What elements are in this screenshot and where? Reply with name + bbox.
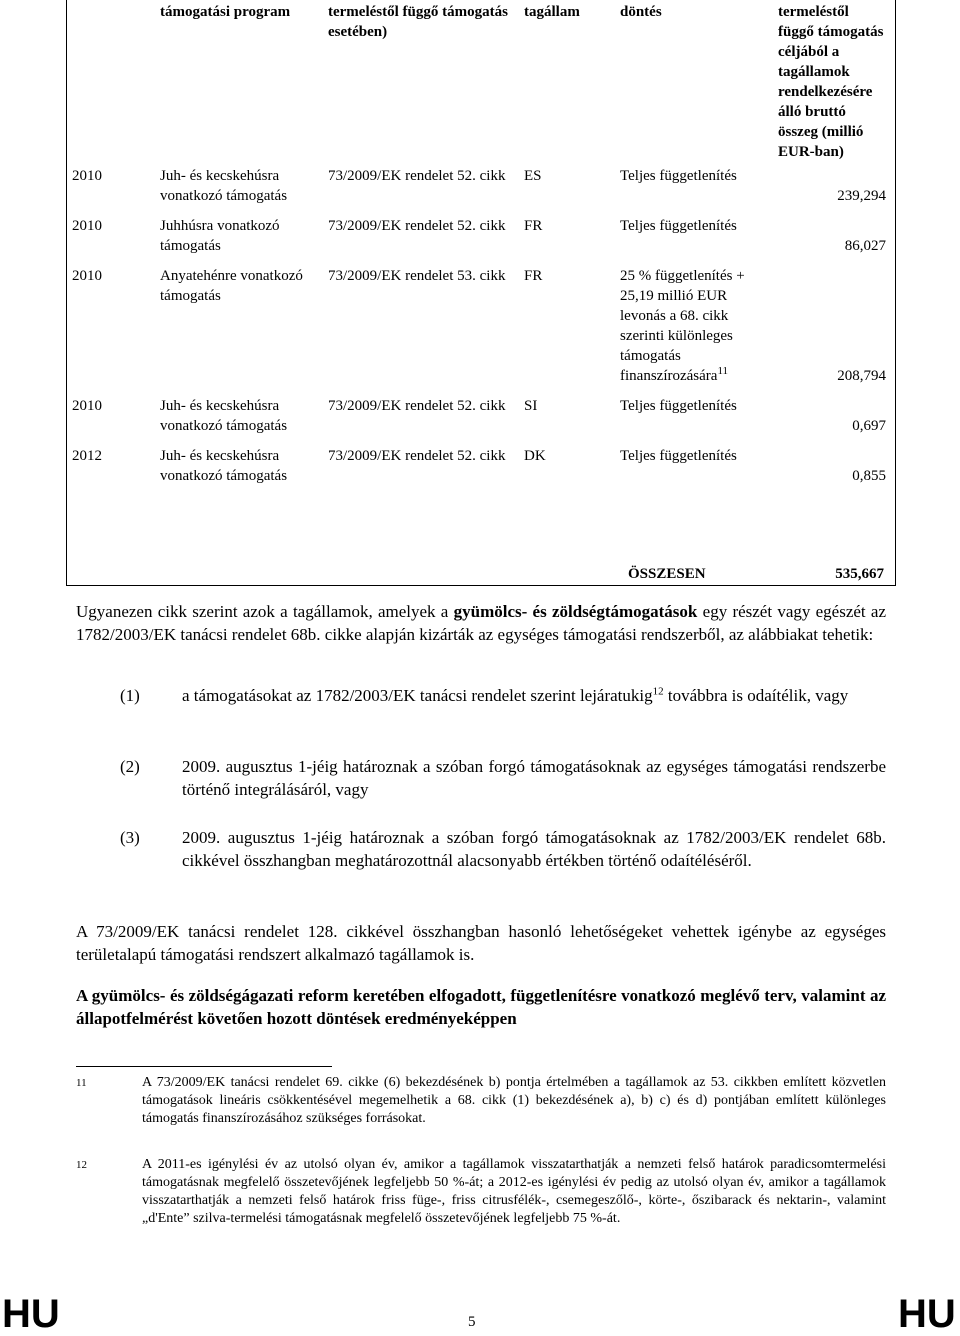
header-amount: termeléstől függő támogatás céljából a tagállamok rendelkezésére álló bruttó összeg (millió EUR-ban) — [778, 4, 884, 160]
footnote-text: A 2011-es igénylési év az utolsó olyan év, amikor a tagállamok visszatarthatják a nemzeti felső határok paradicsomtermelési támogatásnak megfelelő összetevőjének legfeljebb 50 %-át; a 2012-es igénylési év pedig az utolsó olyan év, amikor a tagállamok visszatarthatják a nemzeti felső határok friss füge-, friss citrusfélék-, csemegeszőlő-, körte-, őszibarack és nektarin-, valamint „d'Ente” szilva-termelési támogatásnak megfelelő összetevőjének legfeljebb 75 %-át. — [142, 1157, 886, 1226]
footnote-number: 12 — [76, 1159, 87, 1171]
footnote-text: A 73/2009/EK tanácsi rendelet 69. cikke (6) bekezdésének b) pontja értelmében a tagállamok az 53. cikkben említett közvetlen támogatások lineáris csökkentésével megemelhetik a 68. cikk (1) bekezdésének a), b) c) és d) pontjában említett különleges támogatás finanszírozásához szükséges forrásokat. — [142, 1075, 886, 1126]
section-heading: A gyümölcs- és zöldségágazati reform keretében elfogadott, függetlenítésre vonatkozó meglévő terv, valamint az állapotfelmérést követően hozott döntések eredményeképpen — [76, 986, 886, 1028]
list-number: (1) — [120, 686, 140, 705]
header-program: támogatási program — [160, 4, 291, 20]
cell-year: 2010 — [72, 168, 102, 184]
table-row — [66, 396, 896, 446]
total-label: ÖSSZESEN — [628, 566, 706, 582]
cell-program: Juhhúsra vonatkozó támogatás — [160, 218, 280, 254]
list-text-part2: továbbra is odaítélik, vagy — [663, 686, 849, 705]
list-text: 2009. augusztus 1-jéig határoznak a szóban forgó támogatásoknak az egységes támogatási rendszerbe történő integrálásáról, vagy — [182, 757, 886, 799]
header-col1 — [66, 0, 156, 166]
cell-regulation: 73/2009/EK rendelet 52. cikk — [328, 448, 506, 464]
cell-amount: 239,294 — [837, 188, 886, 204]
footnote-ref-12[interactable]: 12 — [652, 685, 664, 698]
paragraph-fruit-veg — [76, 600, 886, 646]
list-text-part1: a támogatásokat az 1782/2003/EK tanácsi rendelet szerint lejáratukig — [182, 686, 653, 705]
cell-regulation: 73/2009/EK rendelet 52. cikk — [328, 168, 506, 184]
table-header-row — [66, 0, 896, 166]
footnote-separator — [76, 1066, 332, 1067]
cell-decision: Teljes függetlenítés — [620, 398, 737, 414]
list-text: 2009. augusztus 1-jéig határoznak a szóban forgó támogatásoknak az 1782/2003/EK rendelet 68b. cikkével összhangban meghatározottnál alacsonyabb értékben történő odaítéléséről. — [182, 828, 886, 870]
list-text — [182, 684, 886, 707]
total-value: 535,667 — [835, 566, 884, 582]
cell-program: Juh- és kecskehúsra vonatkozó támogatás — [160, 398, 288, 434]
footnote-number: 11 — [76, 1077, 87, 1089]
paragraph-single-area: A 73/2009/EK tanácsi rendelet 128. cikkével összhangban hasonló lehetőségeket vehettek igénybe az egységes területalapú támogatási rendszert alkalmazó tagállamok is. — [76, 922, 886, 964]
footnote-ref-11[interactable]: 11 — [717, 365, 729, 377]
table-row — [66, 446, 896, 496]
cell-decision-text: 25 % függetlenítés + 25,19 millió EUR levonás a 68. cikk szerinti különleges támogatás finanszírozására — [620, 268, 745, 384]
cell-decision: Teljes függetlenítés — [620, 448, 737, 464]
footer-lang-right: HU — [898, 1292, 956, 1336]
list-number: (3) — [120, 828, 140, 847]
cell-decision: Teljes függetlenítés — [620, 168, 737, 184]
cell-year: 2012 — [72, 448, 102, 464]
cell-decision: Teljes függetlenítés — [620, 218, 737, 234]
cell-year: 2010 — [72, 268, 102, 284]
cell-year: 2010 — [72, 398, 102, 414]
cell-regulation: 73/2009/EK rendelet 52. cikk — [328, 218, 506, 234]
cell-amount: 0,697 — [852, 418, 886, 434]
cell-program: Juh- és kecskehúsra vonatkozó támogatás — [160, 448, 288, 484]
cell-regulation: 73/2009/EK rendelet 52. cikk — [328, 398, 506, 414]
cell-year: 2010 — [72, 218, 102, 234]
list-number: (2) — [120, 757, 140, 776]
cell-program: Anyatehénre vonatkozó támogatás — [160, 268, 303, 304]
footer-lang-left: HU — [2, 1292, 60, 1336]
cell-amount: 86,027 — [844, 238, 886, 254]
header-decision: döntés — [620, 4, 662, 20]
cell-state: FR — [524, 268, 543, 284]
para1-bold: gyümölcs- és zöldségtámogatások — [453, 602, 698, 621]
header-member-state: tagállam — [524, 4, 580, 20]
header-regulation: termeléstől függő támogatás esetében) — [328, 4, 508, 40]
cell-state: SI — [524, 398, 538, 414]
cell-amount: 0,855 — [852, 468, 886, 484]
para1-before: Ugyanezen cikk szerint azok a tagállamok, amelyek a — [76, 602, 454, 621]
cell-amount: 208,794 — [837, 368, 886, 384]
table-row — [66, 166, 896, 216]
page-number: 5 — [468, 1314, 476, 1330]
cell-state: ES — [524, 168, 542, 184]
cell-state: FR — [524, 218, 543, 234]
table-row — [66, 216, 896, 266]
para1-after: egy részét vagy egészét az 1782/2003/EK tanácsi rendelet 68b. cikke alapján kizárták az egységes támogatási rendszerből, az alábbiakat tehetik: — [76, 602, 886, 644]
cell-decision — [616, 266, 774, 396]
cell-regulation: 73/2009/EK rendelet 53. cikk — [328, 268, 506, 284]
cell-state: DK — [524, 448, 546, 464]
cell-program: Juh- és kecskehúsra vonatkozó támogatás — [160, 168, 288, 204]
support-table — [66, 0, 896, 496]
table-row — [66, 266, 896, 396]
